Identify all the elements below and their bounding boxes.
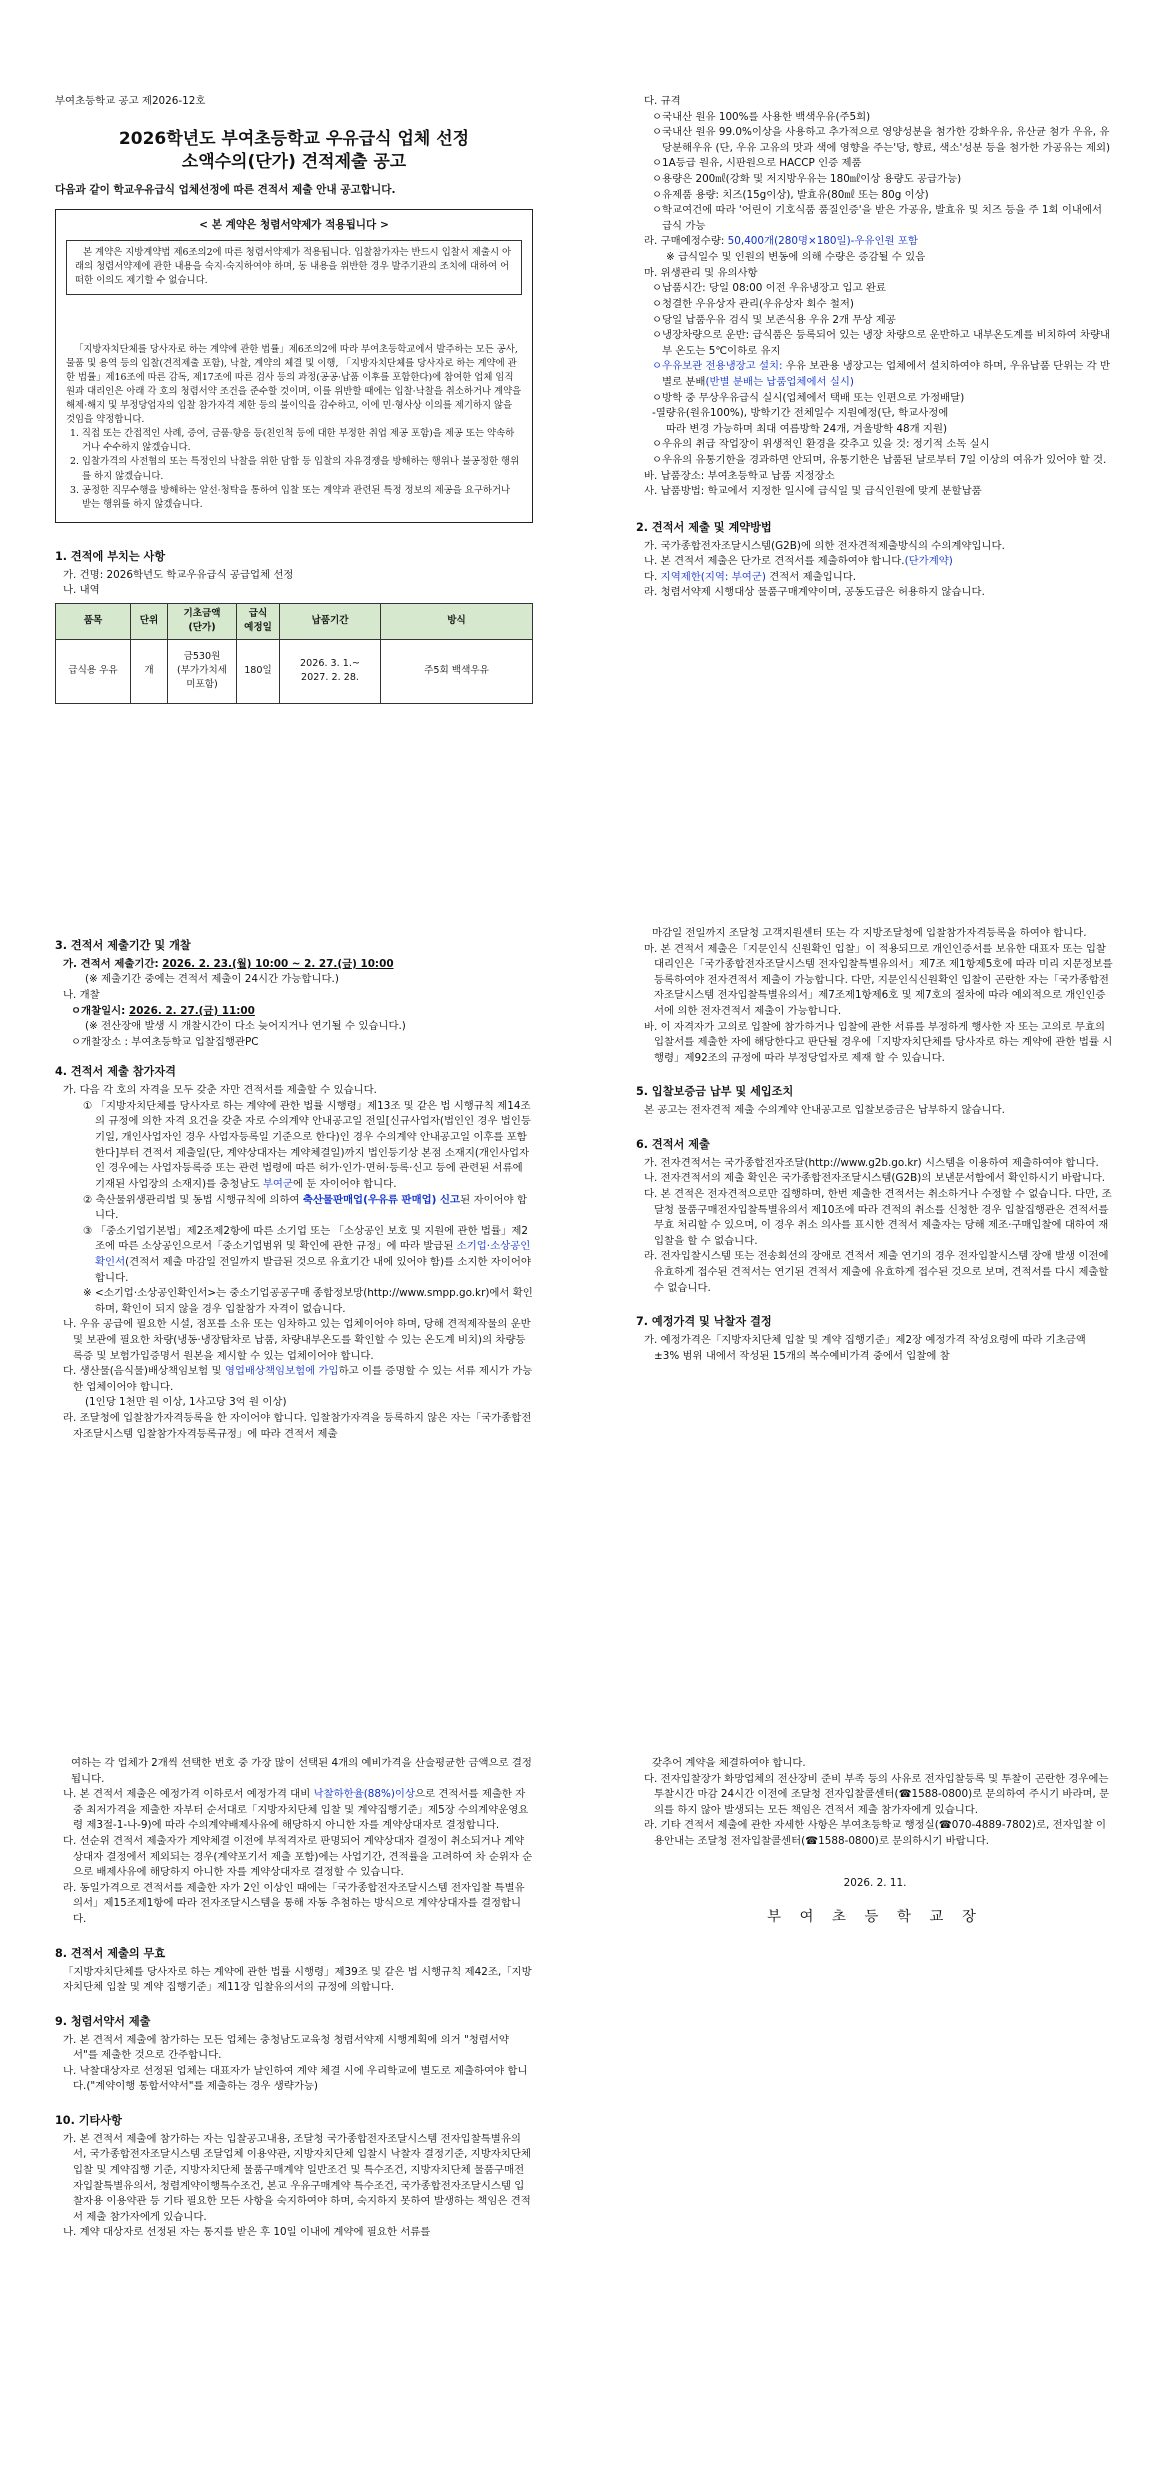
page-2-left-column xyxy=(55,926,533,1442)
notice-heading: < 본 계약은 청렴서약제가 적용됩니다 > xyxy=(199,219,389,232)
s4-f: 바. 이 자격자가 고의로 입찰에 참가하거나 입찰에 관한 서류를 부정하게 행사한 자 또는 고의로 무효의 입찰서를 제출한 자에 해당한다고 판단될 경우에「지방자치단체를 당사자로 하는 계약에 관한 법률 시행령」제92조의 규정에 따라 부정당업자로 제재 할 수 있습니다. xyxy=(644,1020,1113,1064)
th-schedule: 급식 예정일 xyxy=(237,603,280,639)
s7-a-continued: 여하는 각 업체가 2개씩 선택한 번호 중 가장 많이 선택된 4개의 예비가격을 산술평균한 금액으로 결정됩니다. xyxy=(71,1757,532,1785)
notice-paragraph: 「지방자치단체를 당사자로 하는 계약에 관한 법률」제6조의2에 따라 부여초등학교에서 발주하는 모든 공사, 물품 및 용역 등의 입찰(견적제출 포함), 낙찰, 계약의 체결 및 이행, 「지방자치단체를 당사자로 하는 계약에 관한 법률」제16조에 따른 감독, 제17조에 따른 검사 등의 과정(공공·납품 이후를 포함한다)에 참여한 업체 임직원과 대리인은 아래 각 호의 청렴서약 조건을 준수할 것이며, 이를 위반할 때에는 입찰·낙찰을 취소하거나 계약을 해제·해지 및 부정당업자의 입찰 참가자격 제한 등의 불이익을 감수하고, 이에 민·형사상 이의를 제기하지 않을 것임을 약정합니다. xyxy=(66,343,522,426)
hygiene-1: ㅇ납품시간: 당일 08:00 이전 우유냉장고 입고 완료 xyxy=(652,282,886,295)
s6-a: 가. 전자견적서는 국가종합전자조달(http://www.g2b.go.kr) 시스템을 이용하여 제출하여야 합니다. xyxy=(644,1156,1099,1169)
quotation-table xyxy=(55,603,533,704)
spec-heading: 다. 규격 xyxy=(644,95,681,107)
th-base-price: 기초금액 (단가) xyxy=(168,603,237,639)
s1-a: 가. 건명: 2026학년도 학교우유급식 공급업체 선정 xyxy=(63,568,294,581)
spec-4: ㅇ용량은 200㎖(강화 및 저지방우유는 180㎖이상 용량도 공급가능) xyxy=(652,173,962,186)
s9-b: 나. 낙찰대상자로 선정된 업체는 대표자가 날인하여 계약 체결 시에 우리학교에 별도로 제출하여야 합니다.("계약이행 통합서약서"를 제출하는 경우 생략가능) xyxy=(63,2064,528,2093)
page-2-right-column xyxy=(636,926,1114,1364)
hygiene-7a: -열량유(원유100%), 방학기간 전체일수 지원예정(단, 학교사정에 xyxy=(652,407,949,420)
hygiene-8: ㅇ우유의 취급 작업장이 위생적인 환경을 갖추고 있을 것: 정기적 소독 실시 xyxy=(652,438,990,451)
page-2 xyxy=(0,900,1168,1720)
title-line-2: 소액수의(단가) 견적제출 공고 xyxy=(181,151,407,172)
page-1-left-column xyxy=(55,94,533,704)
hygiene-4: ㅇ냉장차량으로 운반: 급식품은 등록되어 있는 냉장 차량으로 운반하고 내부온도계를 비치하여 차량내부 온도는 5℃이하로 유지 xyxy=(652,329,1111,357)
document-number: 부여초등학교 공고 제2026-12호 xyxy=(55,95,206,107)
hygiene-5: ㅇ우유보관 전용냉장고 설치: 우유 보관용 냉장고는 업체에서 설치하여야 하며, 우유납품 단위는 각 반별로 분배(반별 분배는 납품업체에서 실시) xyxy=(652,360,1110,388)
spec-2: ㅇ국내산 원유 99.0%이상을 사용하고 추가적으로 영양성분을 첨가한 강화우유, 유산균 첨가 우유, 유당분해우유 (단, 우유 고유의 맛과 색에 영향을 주는'당, 향료, 색소'성분 등을 첨가한 가공유는 제외) xyxy=(652,126,1111,154)
page-1 xyxy=(0,0,1168,900)
page-3-left-column xyxy=(55,1756,533,2241)
s4-c-note: (1인당 1천만 원 이상, 1사고당 3억 원 이상) xyxy=(85,1396,287,1409)
spec-5: ㅇ유제품 용량: 치즈(15g이상), 발효유(80㎖ 또는 80g 이상) xyxy=(652,188,929,201)
s7-d: 라. 동일가격으로 견적서를 제출한 자가 2인 이상인 때에는「국가종합전자조달시스템 전자입찰 특별유의서」제15조제1항에 따라 전자조달시스템을 통해 자동 추첨하는 방식으로 계약상대자를 결정합니다. xyxy=(63,1881,525,1926)
notice-item-1: 1. 직접 또는 간접적인 사례, 증여, 금품·향응 등(친인척 등에 대한 부정한 취업 제공 포함)을 제공 또는 약속하거나 수수하지 않겠습니다. xyxy=(70,428,515,454)
issue-date: 2026. 2. 11. xyxy=(843,1876,907,1889)
s1-b: 나. 내역 xyxy=(63,584,100,597)
s4-cond-3: ③ 「중소기업기본법」제2조제2항에 따른 소기업 또는 「소상공인 보호 및 지원에 관한 법률」제2조에 따른 소상공인으로서「중소기업범위 및 확인에 관한 규정」에 따라 발급된 소기업·소상공인 확인서(견적서 제출 마감일 전일까지 발급된 것으로 유효기간 내에 있어야 함)를 소지한 자이어야 합니다. xyxy=(83,1224,531,1284)
s3-b1: ㅇ개찰일시: 2026. 2. 27.(금) 11:00 xyxy=(71,1004,255,1017)
section-2-title: 2. 견적서 제출 및 계약방법 xyxy=(636,520,772,534)
section-4-title: 4. 견적서 제출 참가자격 xyxy=(55,1065,176,1079)
s3-a-note: (※ 제출기간 중에는 견적서 제출이 24시간 가능합니다.) xyxy=(85,973,339,986)
section-3-title: 3. 견적서 제출기간 및 개찰 xyxy=(55,939,191,952)
title-line-1: 2026학년도 부여초등학교 우유급식 업체 선정 xyxy=(118,128,470,149)
notice-summary: 본 계약은 지방계약법 제6조의2에 따른 청렴서약제가 적용됩니다. 입찰참가자는 반드시 입찰서 제출시 아래의 청렴서약제에 관한 내용을 숙지·숙지하여야 하며, 동 내용을 위반한 경우 발주기관의 조치에 대하여 어떠한 이의도 제기할 수 없습니다. xyxy=(66,240,522,294)
section-5-title: 5. 입찰보증금 납부 및 세입조치 xyxy=(636,1085,794,1099)
s2-c: 다. 지역제한(지역: 부여군) 견적서 제출입니다. xyxy=(644,570,857,583)
td-unit: 개 xyxy=(131,639,168,703)
hygiene-3: ㅇ당일 납품우유 검식 및 보존식용 우유 2개 무상 제공 xyxy=(652,313,896,326)
quantity-line: 라. 구매예정수량: 50,400개(280명×180일)-우유인원 포함 xyxy=(644,235,918,248)
section-10-title: 10. 기타사항 xyxy=(55,2113,122,2127)
s2-b: 나. 본 견적서 제출은 단가로 견적서를 제출하여야 합니다.(단가계약) xyxy=(644,555,953,568)
s10-b: 나. 계약 대상자로 선정된 자는 통지를 받은 후 10일 이내에 계약에 필요한 서류를 xyxy=(63,2226,431,2239)
s9-a: 가. 본 견적서 제출에 참가하는 모든 업체는 충청남도교육청 청렴서약제 시행계획에 의거 "청렴서약서"를 제출한 것으로 간주합니다. xyxy=(63,2033,509,2062)
td-schedule: 180일 xyxy=(237,639,280,703)
th-unit: 단위 xyxy=(131,603,168,639)
section-7-title: 7. 예정가격 및 낙찰자 결정 xyxy=(636,1315,772,1329)
s10-b-continued: 갖추어 계약을 체결하여야 합니다. xyxy=(652,1757,806,1769)
table-row xyxy=(56,639,533,703)
hygiene-9: ㅇ우유의 유통기한을 경과하면 안되며, 유통기한은 납품된 날로부터 7일 이상의 여유가 있어야 할 것. xyxy=(652,454,1107,467)
hygiene-2: ㅇ청결한 우유상자 관리(우유상자 회수 철저) xyxy=(652,297,854,310)
delivery-method: 사. 납품방법: 학교에서 지정한 일시에 급식일 및 급식인원에 맞게 분할납품 xyxy=(644,485,982,498)
spec-6: ㅇ학교여건에 따라 '어린이 기호식품 품질인증'을 받은 가공유, 발효유 및 치즈 등을 주 1회 이내에서 급식 가능 xyxy=(652,204,1103,232)
s6-d: 라. 전자입찰시스템 또는 전송회선의 장애로 견적서 제출 연기의 경우 전자입찰시스템 장애 발생 이전에 유효하게 접수된 견적서는 연기된 견적서 제출에 유효하게 접수된 것으로 보며, 견적서를 다시 제출할 수 없습니다. xyxy=(644,1250,1109,1294)
td-base-price: 금530원 (부가가치세 미포함) xyxy=(168,639,237,703)
s2-d: 라. 청렴서약제 시행대상 물품구매계약이며, 공동도급은 허용하지 않습니다. xyxy=(644,586,985,599)
integrity-notice-box xyxy=(55,209,533,523)
s4-c: 다. 생산물(음식물)배상책임보험 및 영업배상책임보험에 가입하고 이를 증명할 수 있는 서류 제시가 가능한 업체이어야 합니다. xyxy=(63,1365,533,1393)
spec-1: ㅇ국내산 원유 100%를 사용한 백색우유(주5회) xyxy=(652,110,871,123)
th-period: 납품기간 xyxy=(280,603,381,639)
page-3 xyxy=(0,1720,1168,2478)
page-1-right-column xyxy=(636,94,1114,601)
section-6-title: 6. 견적서 제출 xyxy=(636,1137,710,1151)
section-9-title: 9. 청렴서약서 제출 xyxy=(55,2014,151,2028)
s3-a: 가. 견적서 제출기간: 2026. 2. 23.(월) 10:00 ~ 2. 27.(금) 10:00 xyxy=(63,957,394,970)
notice-item-3: 3. 공정한 직무수행을 방해하는 알선·청탁을 통하여 입찰 또는 계약과 관련된 특정 정보의 제공을 요구하거나 받는 행위를 하지 않겠습니다. xyxy=(70,484,511,510)
s10-c: 다. 전자입찰장가 화망업체의 전산장비 준비 부족 등의 사유로 전자입찰등록 및 투찰이 곤란한 경우에는 투찰시간 마감 24시간 이전에 조달청 전자입찰콜센터(☎1588-0800)로 문의하여 주시기 바라며, 문의를 하지 않아 발생되는 모든 책임은 견적서 제출 참가자에게 있습니다. xyxy=(644,1772,1110,1816)
table-header-row xyxy=(56,603,533,639)
td-method: 주5회 백색우유 xyxy=(381,639,533,703)
s5-body: 본 공고는 전자견적 제출 수의계약 안내공고로 입찰보증금은 납부하지 않습니다. xyxy=(644,1104,1005,1117)
th-item: 품목 xyxy=(56,603,131,639)
s4-cond-1: ① 「지방자치단체를 당사자로 하는 계약에 관한 법률 시행령」제13조 및 같은 법 시행규칙 제14조의 규정에 의한 자격 요건을 갖춘 자로 수의계약 안내공고일 전일[신규사업자(법인인 경우 법인등기일, 개인사업자인 경우 사업자등록일 기준으로 한다)인 경우 수의계약 안내공고일 이후를 포함한다]부터 견적서 제출일(단, 계약상대자는 계약체결일)까지 법인등기상 본점 소재지(개인사업자인 경우에는 사업자등록증 또는 관련 법령에 따른 허가·인가·면허·등록·신고 등에 관련된 서류에 기재된 사업장의 소재지)를 충청남도 부여군에 둔 자이어야 합니다. xyxy=(83,1099,531,1190)
s7-a: 가. 예정가격은「지방자치단체 입찰 및 계약 집행기준」제2장 예정가격 작성요령에 따라 기초금액 ±3% 범위 내에서 작성된 15개의 복수예비가격 중에서 입찰에 참 xyxy=(644,1333,1086,1362)
s10-d: 라. 기타 견적서 제출에 관한 자세한 사항은 부여초등학교 행정실(☎070-4889-7802)로, 전자입찰 이용안내는 조달청 전자입찰콜센터(☎1588-0800)로 문의하시기 바랍니다. xyxy=(644,1819,1107,1848)
principal-signature: 부 여 초 등 학 교 장 xyxy=(767,1909,983,1926)
s6-b: 나. 전자견적서의 제출 확인은 국가종합전자조달시스템(G2B)의 보낸문서함에서 확인하시기 바랍니다. xyxy=(644,1172,1106,1185)
s3-b1-note: (※ 전산장애 발생 시 개찰시간이 다소 늦어지거나 연기될 수 있습니다.) xyxy=(85,1020,406,1033)
s8-body: 「지방자치단체를 당사자로 하는 계약에 관한 법률 시행령」제39조 및 같은 법 시행규칙 제42조,「지방자치단체 입찰 및 계약 집행기준」제11장 입찰유의서의 규정에 의합니다. xyxy=(63,1965,532,1994)
s4-cond-3-note: ※ <소기업·소상공인확인서>는 중소기업공공구매 종합정보망(http://www.smpp.go.kr)에서 확인하며, 확인이 되지 않을 경우 입찰참가 자격이 없습니다. xyxy=(83,1287,533,1315)
s4-b: 나. 우유 공급에 필요한 시설, 점포를 소유 또는 임차하고 있는 업체이어야 하며, 당해 견적제작물의 운반 및 보관에 필요한 차량(냉동·냉장탑차로 납품, 차량내부온도를 확인할 수 있는 온도계 비치)의 차량등록증 및 보험가입증명서 원본을 제시할 수 있는 업체이어야 합니다. xyxy=(63,1318,531,1362)
td-item: 급식용 우유 xyxy=(56,639,131,703)
spec-3: ㅇ1A등급 원유, 시판원으로 HACCP 인증 제품 xyxy=(652,157,862,170)
s4-d: 라. 조달청에 입찰참가자격등록을 한 자이어야 합니다. 입찰참가자격을 등록하지 않은 자는「국가종합전자조달시스템 입찰참가자격등록규정」에 따라 견적서 제출 xyxy=(63,1412,532,1440)
hygiene-6: ㅇ방학 중 무상우유급식 실시(업체에서 택배 또는 인편으로 가정배달) xyxy=(652,391,965,404)
s6-c: 다. 본 견적은 전자견적으로만 집행하며, 한번 제출한 견적서는 취소하거나 수정할 수 없습니다. 다만, 조달청 물품구매전자입찰특별유의서 제10조에 따라 견적의 취소를 신청한 경우 입찰집행관은 견적서를 무효 처리할 수 있으며, 이 경우 취소 의사를 표시한 견적서 제출자는 당해 제조·구매입찰에 대하여 재입찰을 할 수 없습니다. xyxy=(644,1187,1112,1247)
s3-b: 나. 개찰 xyxy=(63,989,100,1002)
hygiene-heading: 마. 위생관리 및 유의사항 xyxy=(644,266,758,279)
s7-c: 다. 선순위 견적서 제출자가 계약체결 이전에 부적격자로 판명되어 계약상대자 결정이 취소되거나 계약상대자 결정에서 제외되는 경우(계약포기서 제출 포함)에는 사업기간, 견적률을 고려하여 차 순위자 순으로 배제사유에 해당하지 아니한 자를 계약상대자로 결정할 수 있습니다. xyxy=(63,1835,533,1879)
s2-a: 가. 국가종합전자조달시스템(G2B)에 의한 전자견적제출방식의 수의계약입니다. xyxy=(644,539,1005,552)
s10-a: 가. 본 견적서 제출에 참가하는 자는 입찰공고내용, 조달청 국가종합전자조달시스템 전자입찰특별유의서, 국가종합전자조달시스템 조달업체 이용약관, 지방자치단체 입찰시 낙찰자 결정기준, 지방자치단체 입찰 및 계약집행 기준, 지방자치단체 물품구매계약 일반조건 및 특수조건, 지방자치단체 물품구매전자입찰특별유의서, 청렴계약이행특수조건, 본교 우유구매계약 특수조건, 국가종합전자조달시스템 입찰자용 이용약관 등 기타 필요한 모든 사항을 숙지하여야 하며, 숙지하지 못하여 발생하는 책임은 견적서 제출 참가자에게 있습니다. xyxy=(63,2132,531,2223)
notice-item-2: 2. 입찰가격의 사전협의 또는 특정인의 낙찰을 위한 담합 등 입찰의 자유경쟁을 방해하는 행위나 불공정한 행위를 하지 않겠습니다. xyxy=(70,456,520,482)
s7-b: 나. 본 견적서 제출은 예정가격 이하로서 예정가격 대비 낙찰하한율(88%)이상으로 견적서를 제출한 자 중 최저가격을 제출한 자부터 순서대로「지방자치단체 입찰 및 계약집행기준」제5장 수의계약운영요령 제3절-1-나-9)에 따라 수의계약배제사유에 해당하지 아니한 자를 계약상대자로 결정합니다. xyxy=(63,1788,529,1832)
page-3-right-column xyxy=(636,1756,1114,1929)
th-method: 방식 xyxy=(381,603,533,639)
s4-cond-2: ② 축산물위생관리법 및 동법 시행규칙에 의하여 축산물판매업(우유류 판매업) 신고된 자이어야 합니다. xyxy=(83,1193,527,1222)
s4-d-continued: 마감일 전일까지 조달청 고객지원센터 또는 각 지방조달청에 입찰참가자격등록을 하여야 합니다. xyxy=(652,927,1087,939)
intro-text: 다음과 같이 학교우유급식 업체선정에 따른 견적서 제출 안내 공고합니다. xyxy=(55,184,396,197)
page-title xyxy=(55,128,533,174)
section-1-title: 1. 견적에 부치는 사항 xyxy=(55,549,166,563)
s3-b2: ㅇ개찰장소 : 부여초등학교 입찰집행관PC xyxy=(71,1035,259,1048)
hygiene-7b: 따라 변경 가능하며 최대 여름방학 24개, 겨울방학 48개 지원) xyxy=(666,422,948,435)
delivery-place: 바. 납품장소: 부여초등학교 납품 지정장소 xyxy=(644,469,835,482)
quantity-note: ※ 급식일수 및 인원의 변동에 의해 수량은 증감될 수 있음 xyxy=(666,251,926,264)
td-period: 2026. 3. 1.~ 2027. 2. 28. xyxy=(280,639,381,703)
s4-e: 마. 본 견적서 제출은「지문인식 신원확인 입찰」이 적용되므로 개인인증서를 보유한 대표자 또는 입찰대리인은「국가종합전자조달시스템 전자입찰특별유의서」제7조 제1항제5호에 따라 미리 지문정보를 등록하여야 전자견적서 제출이 가능합니다. 다만, 지문인식신원확인 입찰이 곤란한 자는「국가종합전자조달시스템 전자입찰특별유의서」제7조제1항제6호 및 제7호의 절차에 따라 예외적으로 개인인증서에 의한 전자견적서 제출이 가능합니다. xyxy=(644,942,1113,1018)
section-8-title: 8. 견적서 제출의 무효 xyxy=(55,1946,166,1960)
s4-a: 가. 다음 각 호의 자격을 모두 갖춘 자만 견적서를 제출할 수 있습니다. xyxy=(63,1084,377,1097)
quantity-value: 50,400개(280명×180일)-우유인원 포함 xyxy=(727,235,918,248)
